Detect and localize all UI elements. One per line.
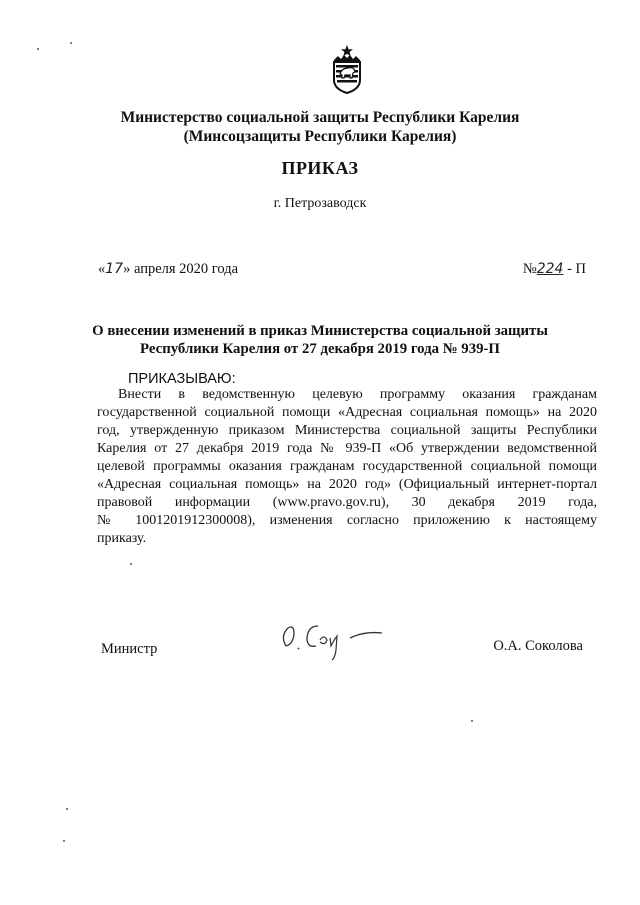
body-line: Карелия от 27 декабря 2019 года № 939-П «Об утверждении ведомственной (97, 441, 597, 456)
scan-speck (70, 42, 72, 44)
body-line: целевой программы оказания гражданам государственной социальной помощи (97, 459, 597, 474)
scan-speck (471, 720, 473, 722)
body-line: Внести в ведомственную целевую программу оказания гражданам (118, 387, 597, 402)
document-city: г. Петрозаводск (273, 196, 367, 211)
body-line: приказу. (97, 531, 147, 546)
date-day: 17 (105, 261, 124, 277)
document-date (98, 261, 238, 278)
body-line: правовой информации (www.pravo.gov.ru), 30 декабря 2019 года, (97, 495, 597, 510)
scan-speck (37, 48, 39, 50)
number-suffix: - П (563, 261, 586, 277)
scan-speck (66, 808, 68, 810)
number-prefix: № (522, 261, 537, 277)
ministry-name: Министерство социальной защиты Республики Карелия (120, 109, 520, 126)
body-line: «Адресная социальная помощь» на 2020 год» (Официальный интернет-портал (97, 477, 597, 492)
number-value: 224 (536, 261, 564, 277)
karelia-coat-of-arms-icon (330, 44, 364, 94)
document-title: ПРИКАЗ (281, 158, 359, 178)
order-directive: ПРИКАЗЫВАЮ: (128, 371, 236, 387)
signatory-position: Министр (101, 641, 158, 657)
subject-line-2: Республики Карелия от 27 декабря 2019 года № 939-П (140, 341, 500, 357)
scan-speck (130, 563, 132, 565)
handwritten-signature-icon (278, 616, 388, 662)
subject-line-1: О внесении изменений в приказ Министерства социальной защиты (92, 323, 548, 339)
body-line: год, утвержденную приказом Министерства социальной защиты Республики (97, 423, 597, 438)
signatory-name: О.А. Соколова (493, 638, 583, 654)
document-number (523, 261, 586, 278)
date-open-quote: « (98, 261, 106, 277)
date-rest: » апреля 2020 года (123, 261, 239, 277)
body-line: № 1001201912300008), изменения согласно приложению к настоящему (97, 513, 597, 528)
ministry-short-name: (Минсоцзащиты Республики Карелия) (183, 128, 457, 145)
body-line: государственной социальной помощи «Адресная социальная помощь» на 2020 (97, 405, 597, 420)
scan-speck (63, 840, 65, 842)
